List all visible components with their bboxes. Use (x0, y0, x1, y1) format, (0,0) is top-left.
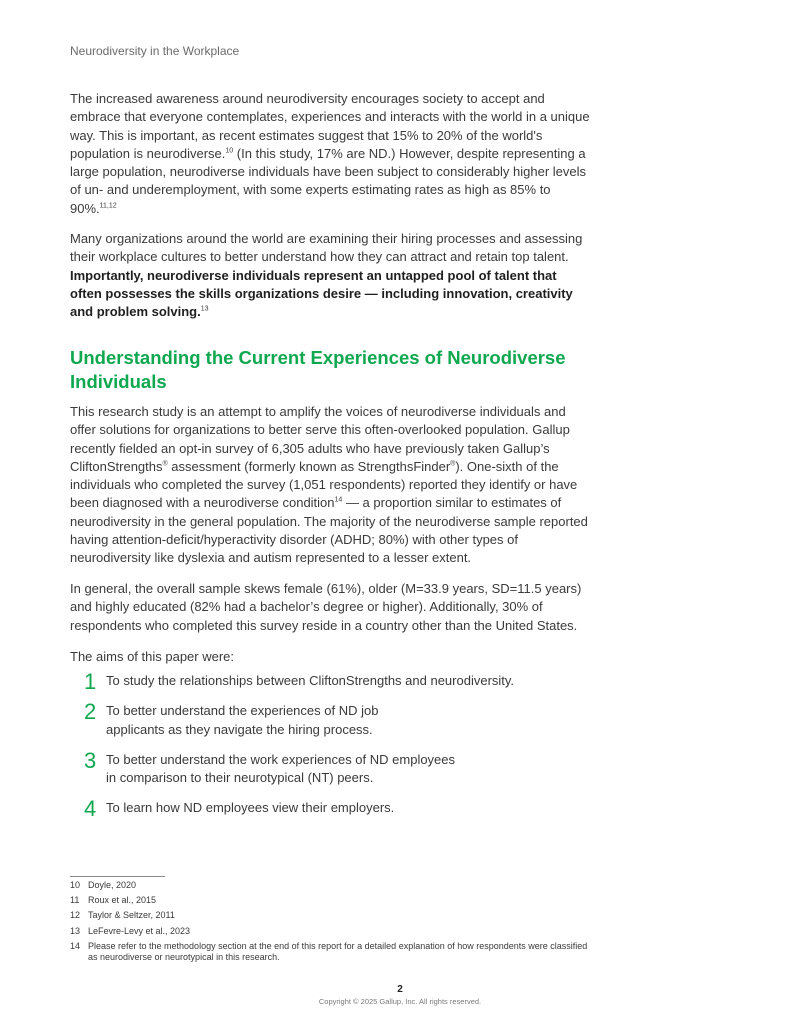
talent-text: Many organizations around the world are examining their hiring processes and assessing their workplace cultures to better understand how they can attract and retain top talent. (70, 231, 583, 265)
footnote-text: LeFevre-Levy et al., 2023 (88, 925, 191, 936)
aim-text: To study the relationships between CliftonStrengths and neurodiversity. (106, 673, 515, 688)
footnote-14 (70, 941, 590, 964)
footnotes-list (70, 880, 590, 968)
running-header: Neurodiversity in the Workplace (70, 44, 240, 58)
footnote-number: 14 (70, 940, 81, 951)
aim-text: To better understand the work experiences of ND employees (106, 751, 456, 767)
footnote-ref-13[interactable]: 13 (200, 305, 209, 313)
research-text-1: This research study is an attempt to amplify the voices of neurodiverse individuals and offer solutions for organizations to better serve this often-overlooked population. Gallup recently fielded an opt-in survey of 6,305 adults who have previously taken Gallup’s CliftonStrengths (70, 404, 570, 474)
research-text-2: assessment (formerly known as StrengthsFinder (167, 458, 451, 474)
aim-number: 4 (84, 796, 97, 822)
intro-paragraph (70, 90, 590, 218)
aims-intro: The aims of this paper were: (70, 649, 235, 664)
aim-number: 1 (84, 669, 97, 694)
aim-number: 3 (84, 747, 97, 773)
footnote-ref-10[interactable]: 10 (225, 147, 234, 155)
footnote-text: Doyle, 2020 (88, 880, 137, 890)
aim-item-1 (84, 669, 564, 694)
footnote-divider (70, 876, 165, 877)
aim-item-2 (84, 699, 564, 739)
intro-text-1: The increased awareness around neurodiversity encourages society to accept and embrace that everyone contemplates, experiences and interacts with the world in a unique way. This is important, as recent estimates suggest that 15% to 20% of the world's population is neurodiverse. (70, 91, 590, 161)
footnote-number: 11 (70, 895, 80, 906)
talent-paragraph (70, 230, 590, 321)
aim-text-line2: in comparison to their neurotypical (NT) peers. (106, 770, 374, 786)
talent-bold-text: Importantly, neurodiverse individuals represent an untapped pool of talent that often possesses the skills organizations desire — including innovation, creativity and problem solving. (70, 267, 573, 320)
aim-text-line2: applicants as they navigate the hiring process. (106, 721, 373, 737)
research-paragraph (70, 403, 590, 568)
registered-mark-2: ® (450, 460, 456, 468)
registered-mark: ® (162, 460, 168, 468)
footnote-text: Taylor & Seltzer, 2011 (88, 910, 175, 921)
research-text-4: — a proportion similar to estimates of neurodiversity in the general population. The majority of the neurodiverse sample reported having attention-deficit/hyperactivity disorder (ADHD; 80%) with other types of neurodiversity like dyslexia and autism represented to a lesser extent. (70, 495, 588, 566)
aim-item-4 (84, 796, 564, 822)
footnote-text: Roux et al., 2015 (88, 895, 157, 906)
footnote-11 (70, 895, 590, 907)
intro-text-2: (In this study, 17% are ND.) However, despite representing a large population, neurodiverse individuals have been subject to considerably higher levels of un- and underemployment, with some experts estimating rates as high as 85% to 90%. (70, 145, 586, 216)
footnote-ref-11-12[interactable]: 11,12 (99, 202, 117, 210)
footnote-text: Please refer to the methodology section at the end of this report for a detailed explanation of how respondents were classified as neurodiverse or neurotypical in this research. (88, 940, 588, 963)
footnote-number: 13 (70, 925, 81, 936)
aim-text: To better understand the experiences of ND job (106, 703, 379, 719)
page-number: 2 (397, 984, 403, 995)
footnote-ref-14[interactable]: 14 (334, 497, 343, 505)
aim-number: 2 (84, 699, 97, 725)
copyright-notice: Copyright © 2025 Gallup, Inc. All rights reserved. (318, 997, 482, 1006)
footnote-number: 12 (70, 910, 81, 921)
footnote-12 (70, 910, 590, 922)
footnote-10 (70, 880, 590, 892)
aims-list (84, 669, 564, 822)
section-heading: Understanding the Current Experiences of Neurodiverse Individuals (70, 347, 566, 392)
research-text-3: ). One-sixth of the individuals who completed the survey (1,051 respondents) reported they identify or have been diagnosed with a neurodiverse condition (70, 458, 578, 511)
footnote-13 (70, 926, 590, 938)
footnote-number: 10 (70, 880, 81, 890)
sample-paragraph: In general, the overall sample skews female (61%), older (M=33.9 years, SD=11.5 years) and highly educated (82% had a bachelor’s degree or higher). Additionally, 30% of respondents who completed this survey reside in a country other than the United States. (70, 581, 582, 633)
aim-text: To learn how ND employees view their employers. (106, 800, 395, 816)
aim-item-3 (84, 747, 564, 788)
